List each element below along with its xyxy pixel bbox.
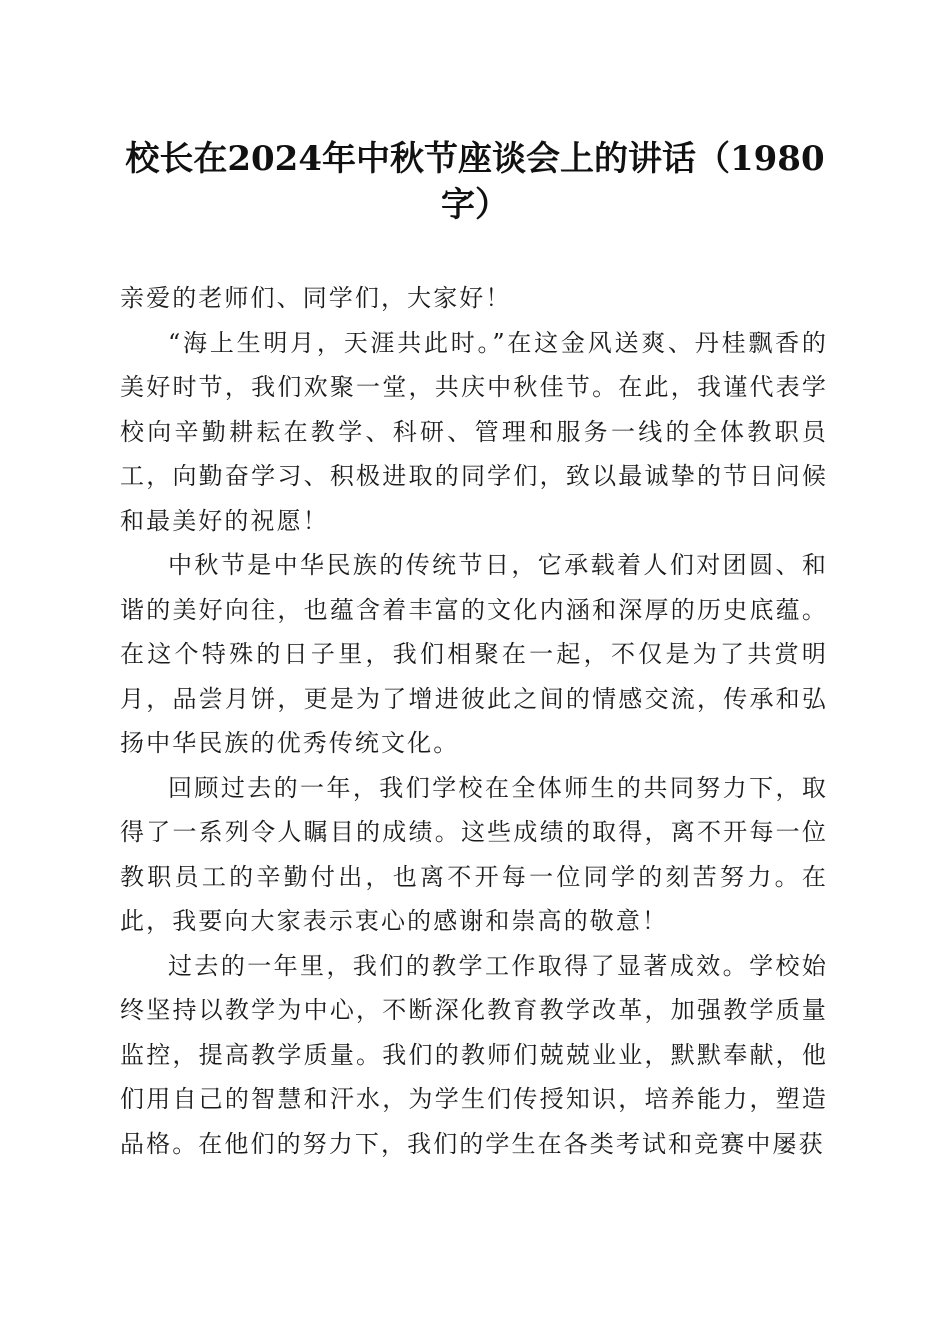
paragraph-1: “海上生明月，天涯共此时。”在这金风送爽、丹桂飘香的美好时节，我们欢聚一堂，共庆中秋佳节。在此，我谨代表学校向辛勤耕耘在教学、科研、管理和服务一线的全体教职员工，向勤奋学习、积极进取的同学们，致以最诚挚的节日问候和最美好的祝愿！	[120, 328, 828, 535]
page-title: 校长在2024年中秋节座谈会上的讲话（1980字）	[125, 139, 825, 225]
paragraph-3: 回顾过去的一年，我们学校在全体师生的共同努力下，取得了一系列令人瞩目的成绩。这些成绩的取得，离不开每一位教职员工的辛勤付出，也离不开每一位同学的刻苦努力。在此，我要向大家表示衷心的感谢和崇高的敬意！	[120, 773, 828, 935]
paragraph-2: 中秋节是中华民族的传统节日，它承载着人们对团圆、和谐的美好向往，也蕴含着丰富的文化内涵和深厚的历史底蕴。在这个特殊的日子里，我们相聚在一起，不仅是为了共赏明月，品尝月饼，更是为了增进彼此之间的情感交流，传承和弘扬中华民族的优秀传统文化。	[120, 551, 828, 757]
salutation: 亲爱的老师们、同学们，大家好！	[120, 284, 512, 312]
paragraph-4: 过去的一年里，我们的教学工作取得了显著成效。学校始终坚持以教学为中心，不断深化教育教学改革，加强教学质量监控，提高教学质量。我们的教师们兢兢业业，默默奉献，他们用自己的智慧和汗水，为学生们传授知识，培养能力，塑造品格。在他们的努力下，我们的学生在各类考试和竞赛中屡获	[120, 951, 828, 1158]
speech-body	[120, 276, 828, 1166]
